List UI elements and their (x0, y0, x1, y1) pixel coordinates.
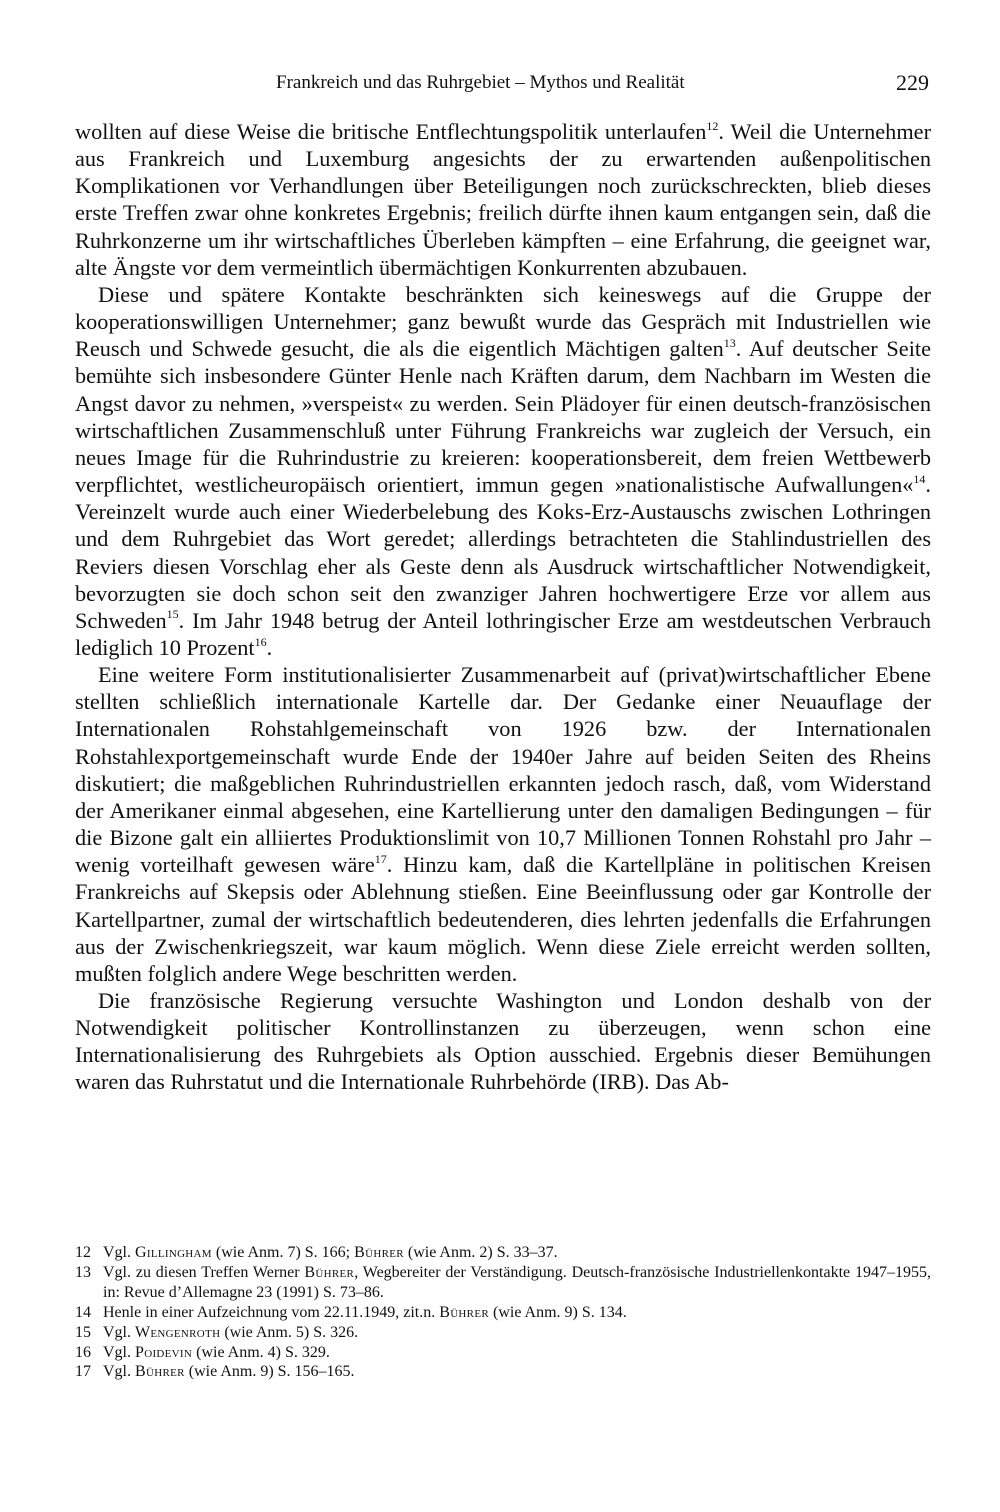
author-name: Bührer (135, 1363, 185, 1381)
text-run: Vgl. (103, 1363, 135, 1381)
footnote (75, 1303, 931, 1323)
footnote (75, 1323, 931, 1343)
footnote-reference[interactable]: 12 (706, 118, 719, 133)
paragraph (75, 661, 931, 987)
footnote-number: 13 (75, 1263, 91, 1281)
footnote-reference[interactable]: 16 (254, 634, 267, 649)
text-run: Vgl. (103, 1343, 135, 1361)
text-run: Vgl. (103, 1244, 135, 1261)
footnote-number: 12 (75, 1244, 91, 1261)
text-run: . Weil die Unternehmer aus Frankreich und Luxemburg angesichts der zu erwartenden außenpolitischen Komplikationen vor Verhandlungen über Beteiligungen noch zurückschreckten, blieb dieses erste Treffen zwar ohne konkretes Ergebnis; freilich dürfte ihnen kaum entgangen sein, daß die Ruhrkonzerne um ihr wirtschaftliches Überleben kämpften – eine Erfahrung, die geeignet war, alte Ängste vor dem vermeintlich übermächtigen Konkurrenten abzubauen. (75, 119, 931, 280)
text-run: . (266, 634, 273, 660)
text-run: wollten auf diese Weise die britische Entflechtungspolitik unterlaufen (75, 119, 707, 144)
text-run: . Hinzu kam, daß die Kartellpläne in politischen Kreisen Frankreichs auf Skepsis oder Ablehnung stießen. Eine Beeinflussung oder gar Kontrolle der Kartellpartner, zumal der wirtschaftlich bedeutenderen, dies lehrten jedenfalls die Erfahrungen aus der Zwischenkriegszeit, war kaum möglich. Wenn diese Ziele erreicht werden sollten, mußten folglich andere Wege beschritten werden. (75, 852, 931, 986)
footnote-number: 14 (75, 1303, 91, 1321)
author-name: Bührer (304, 1263, 355, 1281)
text-run: Die französische Regierung versuchte Washington und London deshalb von der Notwendigkeit politischer Kontrollinstanzen zu überzeugen, wenn schon eine Internationalisierung des Ruhrgebiets als Option ausschied. Ergebnis dieser Bemühungen waren das Ruhrstatut und die Internationale Ruhrbehörde (IRB). Das Ab- (75, 988, 931, 1095)
text-run: . Im Jahr 1948 betrug der Anteil lothringischer Erze am westdeutschen Verbrauch lediglich 10 Prozent (75, 607, 931, 660)
text-run: (wie Anm. 9) S. 134. (488, 1303, 627, 1321)
text-run: Vgl. (103, 1323, 135, 1341)
text-run: (wie Anm. 7) S. 166; (211, 1244, 355, 1261)
text-run: (wie Anm. 2) S. 33–37. (403, 1244, 558, 1261)
text-run: (wie Anm. 5) S. 326. (220, 1323, 359, 1341)
footnote (75, 1243, 931, 1263)
body-text (75, 118, 931, 1096)
author-name: Gillingham (135, 1244, 212, 1261)
footnote (75, 1263, 931, 1303)
footnote-number: 16 (75, 1343, 91, 1361)
footnote (75, 1362, 931, 1382)
running-title: Frankreich und das Ruhrgebiet – Mythos und Realität (276, 72, 685, 93)
footnote-reference[interactable]: 14 (913, 471, 926, 486)
author-name: Bührer (439, 1303, 489, 1321)
text-run: Eine weitere Form institutionalisierter Zusammenarbeit auf (privat)wirtschaftlicher Ebene stellten schließlich internationale Kartelle dar. Der Gedanke einer Neuauflage der Internationalen Rohstahlgemeinschaft von 1926 bzw. der Internationalen Rohstahlexportgemeinschaft wurde Ende der 1940er Jahre auf beiden Seiten des Rheins diskutiert; die maßgeblichen Ruhrindustriellen erkannten jedoch rasch, daß, vom Widerstand der Amerikaner einmal abgesehen, eine Kartellierung unter den damaligen Bedingungen – für die Bizone galt ein alliiertes Produktionslimit von 10,7 Millionen Tonnen Rohstahl pro Jahr – wenig vorteilhaft gewesen wäre (75, 662, 931, 878)
footnote-number: 17 (75, 1363, 91, 1381)
footnote (75, 1343, 931, 1363)
author-name: Poidevin (135, 1343, 193, 1361)
text-run: . Auf deutscher Seite bemühte sich insbesondere Günter Henle nach Kräften darum, dem Nachbarn im Westen die Angst davor zu nehmen, »verspeist« zu werden. Sein Plädoyer für einen deutsch-französischen wirtschaftlichen Zusammenschluß unter Führung Frankreichs war zugleich der Versuch, ein neues Image für die Ruhrindustrie zu kreieren: kooperationsbereit, dem freien Wettbewerb verpflichtet, westlicheuropäisch orientiert, immun gegen »nationalistische Aufwallungen« (75, 336, 931, 498)
paragraph (75, 987, 931, 1096)
author-name: Wengenroth (135, 1323, 221, 1341)
paragraph (75, 281, 931, 661)
author-name: Bührer (354, 1244, 404, 1261)
footnote-reference[interactable]: 15 (166, 607, 179, 622)
page-header (75, 70, 931, 100)
text-run: Diese und spätere Kontakte beschränkten sich keineswegs auf die Gruppe der kooperationswilligen Unternehmer; ganz bewußt wurde das Gespräch mit Industriellen wie Reusch und Schwede gesucht, die als die eigentlich Mächtigen galten (75, 281, 931, 362)
page-number: 229 (896, 70, 929, 95)
text-run: , Wegbereiter der Verständigung. Deutsch-französische Industriellenkontakte 1947–1955, in: Revue d’Allemagne 23 (1991) S. 73–86. (103, 1263, 932, 1301)
text-run: . Vereinzelt wurde auch einer Wiederbelebung des Koks-Erz-Austauschs zwischen Lothringen und dem Ruhrgebiet das Wort geredet; allerdings betrachteten die Stahlindustriellen des Reviers diesen Vorschlag eher als Geste denn als Ausdruck wirtschaftlicher Notwendigkeit, bevorzugten sie doch schon seit den zwanziger Jahren hochwertigere Erze vor allem aus Schweden (75, 472, 931, 633)
footnote-number: 15 (75, 1323, 91, 1341)
text-run: Vgl. zu diesen Treffen Werner (103, 1263, 305, 1281)
text-run: (wie Anm. 4) S. 329. (192, 1343, 330, 1361)
text-run: Henle in einer Aufzeichnung vom 22.11.1949, zit.n. (103, 1303, 440, 1321)
footnote-reference[interactable]: 13 (723, 335, 736, 350)
footnotes (75, 1243, 931, 1382)
paragraph (75, 118, 931, 281)
footnote-reference[interactable]: 17 (374, 851, 387, 866)
text-run: (wie Anm. 9) S. 156–165. (184, 1363, 355, 1381)
